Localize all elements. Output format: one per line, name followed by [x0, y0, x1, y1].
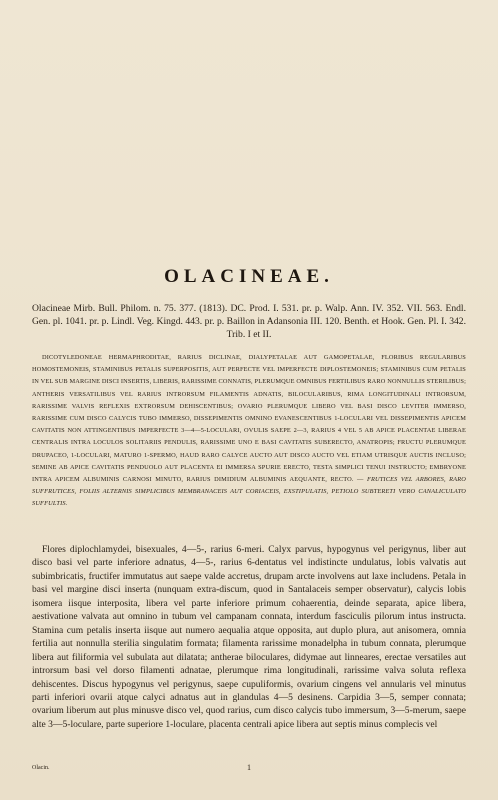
intro-main-text: DICOTYLEDONEAE HERMAPHRODITAE, RARIUS DICLINAE, DIALYPETALAE AUT GAMOPETALAE, FLORIBUS REGULARIBUS HOMOSTEMONEIS, STAMINIBUS PETALIS SUPERPOSITIS, AUT PERFECTE VEL IMPERFECTE DIPLOSTEMONEIS; STAMINIBUS CUM PETALIS IN VEL SUB MARGINE DISCI INSERTIS, LIBERIS, RARISSIME CONNATIS, PLERUMQUE OMNIBUS FERTILIBUS RARO NONNULLIS STERILIBUS; ANTHERIS VERSATILIBUS VEL RARIUS INTRORSUM FILAMENTIS ADNATIS, BILOCULARIBUS, RIMA LONGITUDINALI INTRORSUM, RARISSIME VALVIS REFLEXIS EXTRORSUM DEHISCENTIBUS; OVARIO PLERUMQUE LIBERO VEL BASI DISCO LEVITER IMMERSO, RARISSIME CUM DISCO CALYCIS TUBO IMMERSO, DISSEPIMENTIS OMNINO EVANESCENTIBUS 1-LOCULARI VEL DISSEPIMENTIS APICEM CAVITATIS NON ATTINGENTIBUS IMPERFECTE 3—4—5-LOCULARI, OVULIS SAEPE 2—3, RARIUS 4 VEL 5 AB APICE PLACENTAE LIBERAE CENTRALIS INTRA LOCULOS SOLITARIIS PENDULIS, RARISSIME UNO E BASI CAVITATIS SUBERECTO, ANATROPIS; FRUCTU PLERUMQUE DRUPACEO, 1-LOCULARI, MATURO 1-SPERMO, HAUD RARO CALYCE AUCTO AUT DISCO AUCTO VEL ETIAM UTRISQUE AUCTIS INCLUSO; SEMINE AB APICE CAVITATIS PENDUOLO AUT PLACENTA EI IMMERSA SPURIE ERECTO, TESTA SIMPLICI TENUI INSTRUCTO; EMBRYONE INTRA APICEM ALBUMINIS CARNOSI MINUTO, RARIUS DIMIDIUM ALBUMINIS AEQUANTE, RECTO. — [32, 354, 466, 484]
synonymy-paragraph: Olacineae Mirb. Bull. Philom. n. 75. 377. (1813). DC. Prod. I. 531. pr. p. Walp. Ann. IV. 352. VII. 563. Endl. Gen. pl. 1041. pr. p. Lindl. Veg. Kingd. 443. pr. p. Baillon in Adansonia III. 120. Benth. et Hook. Gen. Pl. I. 342. Trib. I et II. [32, 303, 466, 340]
page-number: 1 [247, 763, 251, 772]
page-title: OLACINEAE. [164, 266, 334, 287]
intro-paragraph [32, 352, 466, 511]
intro-italic-text: FRUTICES VEL ARBORES, RARO SUFFRUTICES, FOLIIS ALTERNIS SIMPLICIBUS MEMBRANACEIS AUT CORIACEIS, EXSTIPULATIS, PETIOLO SUBTERETI VERO CANALICULATO SUFFULTIS. [32, 476, 466, 508]
body-paragraph: Flores diplochlamydei, bisexuales, 4—5-, rarius 6-meri. Calyx parvus, hypogynus vel perigynus, liber aut disco basi vel parte inferiore adnatus, 4—5-, rarius 6-dentatus vel indistincte undulatus, lobis valvatis aut subimbricatis, fructifer immutatus aut saepe valde accretus, drupam arcte involvens aut laxe includens. Petala in basi vel margine disci inserta (nunquam extra-discum, quod in Santalaceis semper observatur), calycis lobis isomera iisque interposita, libera vel parte inferiore primum cohaerentia, deinde separata, apice libera, aestivatione valvata aut omnino in tubum vel campanam connata, interdum fasciculis pilorum intus instructa. Stamina cum petalis inserta iisque aut numero aequalia atque opposita, aut duplo plura, aut anisomera, omnia fertilia aut nonnulla sterilia singulatim formata; filamenta rarissime monadelpha in tubum connata, plerumque libera aut filiformia vel subulata aut dilatata; antherae biloculares, didymae aut linneares, erectae versatiles aut introrsum basi vel dorso filamenti adnatae, plerumque rima longitudinali, rarissime valva soluta reflexa dehiscentes. Discus hypogynus vel perigynus, saepe cupuliformis, ovarium cingens vel annularis vel minutus parti inferiori ovarii atque calyci adnatus aut in glandulas 4—5 desinens. Carpidia 3—5, semper connata; ovarium liberum aut plus minusve disco vel, quod rarius, cum disco calycis tubo immersum, 3—5-merum, saepe alte 3—5-loculare, parte superiore 1-loculare, placenta centrali apice libera aut septis minus complecis vel [32, 544, 466, 730]
footer-label: Olacin. [32, 765, 50, 771]
